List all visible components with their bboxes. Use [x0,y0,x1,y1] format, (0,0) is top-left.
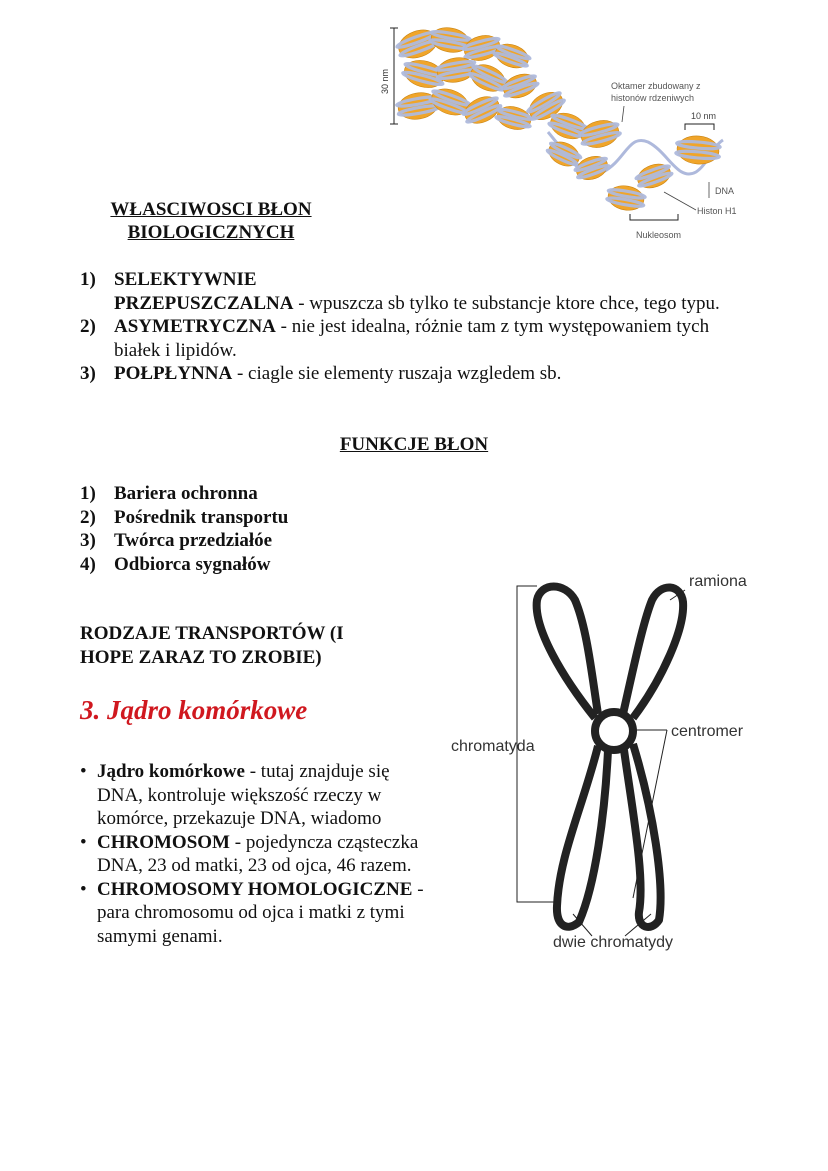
chromatid-label: chromatyda [451,738,535,755]
item-text: Twórca przedziałóe [114,530,273,551]
size-10nm-label: 10 nm [691,111,717,121]
histone-h1-label: Histon H1 [697,206,737,216]
item-text: Bariera ochronna [114,483,258,504]
membrane-properties-list [80,268,760,386]
nucleosome-bead [634,160,675,193]
item-description: - ciagle sie elementy ruszaja wzgledem sb. [232,363,562,384]
item-description: - nie jest idealna, różnie tam z tym występowaniem tych białek i lipidów. [114,316,710,361]
upper-right-arm [623,587,683,718]
membrane-properties-heading-line2: BIOLOGICZNYCH [127,222,295,243]
lower-right-chromatid [624,744,661,927]
item-text: Pośrednik transportu [114,506,289,528]
item-term: ASYMETRYCZNA [114,316,276,337]
list-item [80,831,430,878]
chromatin-fiber-figure [378,22,770,250]
two-chromatids-label: dwie chromatydy [553,934,674,951]
octamer-label-line2: histonów rdzeniwych [611,93,695,103]
item-number: 2) [80,316,96,337]
item-number: 3) [80,363,96,384]
item-text: Odbiorca sygnałów [114,553,271,575]
list-item [80,878,430,949]
item-term: CHROMOSOMY HOMOLOGICZNE [97,878,413,900]
nucleus-bullet-list [80,760,430,948]
item-number: 3) [80,530,96,551]
centromere-label: centromer [671,723,744,740]
bullet-icon: • [80,831,87,853]
nucleus-section-heading: 3. Jądro komórkowe [80,695,308,725]
scale-30nm-label: 30 nm [380,68,390,94]
nucleosome-bead [578,116,623,151]
list-item [80,482,760,506]
octamer-label-line1: Oktamer zbudowany z [611,81,701,91]
item-description: - pojedyncza cząsteczka DNA, 23 od matki, 23 od ojca, 46 razem. [97,831,419,876]
item-description: - wpuszcza sb tylko te substancje ktore chce, tego typu. [293,292,720,314]
nucleosome-bead [466,59,510,97]
transport-heading-line1: RODZAJE TRANSPORTÓW (I [80,623,344,644]
transport-heading-line2: HOPE ZARAZ TO ZROBIE) [80,647,322,668]
list-item [80,362,760,386]
item-term: CHROMOSOM [97,831,230,853]
dna-label: DNA [715,186,735,196]
item-description: - tutaj znajduje się DNA, kontroluje większość rzeczy w komórce, przekazuje DNA, wiadomo [97,761,390,829]
item-number: 4) [80,553,96,575]
membrane-properties-heading-line1: WŁASCIWOSCI BŁON [110,199,312,220]
list-item [80,506,760,530]
list-item [80,529,760,553]
item-term-continued: PRZEPUSZCZALNA [114,292,294,314]
item-term: POŁPŁYNNA [114,363,233,384]
upper-left-arm [537,587,598,719]
item-term: SELEKTYWNIE [114,269,257,290]
item-number: 2) [80,506,96,528]
nucleosome-label: Nukleosom [636,230,682,240]
membrane-functions-list [80,482,760,576]
membrane-properties-heading [80,198,342,244]
list-item [80,268,760,315]
list-item [80,760,430,831]
arms-label: ramiona [689,573,747,590]
membrane-functions-heading: FUNKCJE BŁON [339,434,489,455]
chromosome-figure [445,566,765,956]
chromatin-fiber-drawing [394,25,723,213]
centromere [595,712,633,750]
nucleosome-bead [675,134,721,166]
bullet-icon: • [80,761,87,782]
bullet-icon: • [80,878,87,900]
nucleosome-bead [492,40,533,73]
lower-left-chromatid [557,746,608,927]
item-description: - para chromosomu od ojca i matki z tymi samymi genami. [97,878,424,947]
list-item [80,315,760,362]
item-number: 1) [80,483,96,504]
item-number: 1) [80,269,96,290]
transport-types-heading [80,622,410,670]
item-term: Jądro komórkowe [97,761,245,782]
nucleosome-bead [500,70,541,103]
